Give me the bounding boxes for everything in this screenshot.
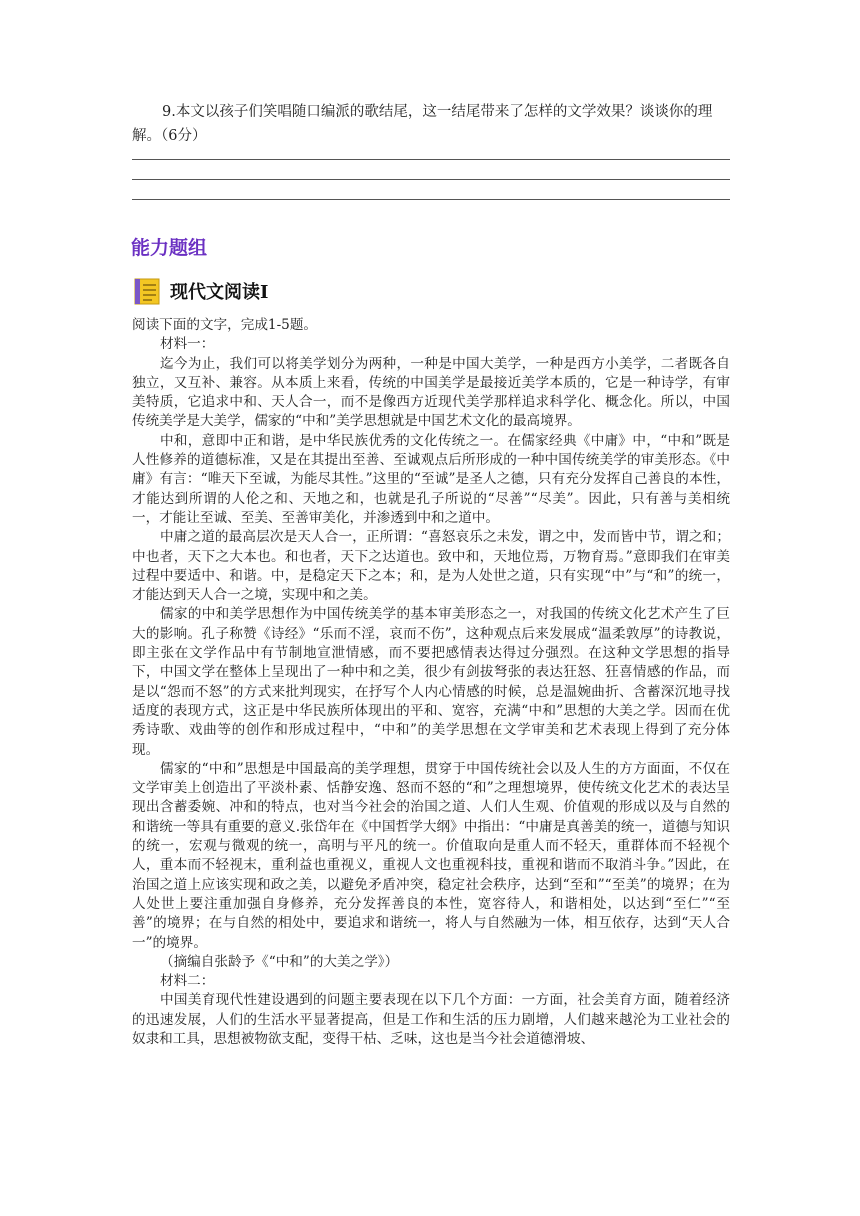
answer-line[interactable] xyxy=(132,199,730,200)
passage xyxy=(132,316,730,1049)
passage-paragraph: 儒家的中和美学思想作为中国传统美学的基本审美形态之一，对我国的传统文化艺术产生了巨大的影响。孔子称赞《诗经》“乐而不淫，哀而不伤”，这种观点后来发展成“温柔敦厚”的诗教说，即主张在文学作品中有节制地宣泄情感，而不要把感情表达得过分强烈。在这种文学思想的指导下，中国文学在整体上呈现出了一种中和之美，很少有剑拔弩张的表达狂怒、狂喜情感的作品，而是以“怨而不怒”的方式来批判现实，在抒写个人内心情感的时候，总是温婉曲折、含蓄深沉地寻找适度的表现方式，这正是中华民族所体现出的平和、宽容，充满“中和”思想的大美之学。因而在优秀诗歌、戏曲等的创作和形成过程中，“中和”的美学思想在文学审美和艺术表现上得到了充分体现。 xyxy=(132,606,730,758)
question-9: 9.本文以孩子们笑唱随口编派的歌结尾，这一结尾带来了怎样的文学效果？谈谈你的理解。（6分） xyxy=(132,104,713,144)
passage-paragraph: 阅读下面的文字，完成1-5题。 xyxy=(132,317,318,333)
passage-paragraph: 中国美育现代性建设遇到的问题主要表现在以下几个方面：一方面，社会美育方面，随着经济的迅速发展，人们的生活水平显著提高，但是工作和生活的压力剧增，人们越来越沦为工业社会的奴隶和工具，思想被物欲支配，变得干枯、乏味，这也是当今社会道德滑坡、 xyxy=(132,992,730,1047)
subsection-title: 现代文阅读Ⅰ xyxy=(170,282,269,303)
passage-paragraph: 材料二： xyxy=(160,973,215,990)
passage-paragraph: 儒家的“中和”思想是中国最高的美学理想，贯穿于中国传统社会以及人生的方方面面，不仅在文学审美上创造出了平淡朴素、恬静安逸、怒而不怒的“和”之理想境界，使传统文化艺术的表达呈现出含蓄委婉、冲和的特点，也对当今社会的治国之道、人们人生观、价值观的形成以及与自然的和谐统一等具有重要的意义.张岱年在《中国哲学大纲》中指出：“中庸是真善美的统一，道德与知识的统一，宏观与微观的统一，高明与平凡的统一。价值取向是重人而不轻天，重群体而不轻视个人，重本而不轻视末，重利益也重视义，重视人文也重视科技，重视和谐而不取消斗争。”因此，在治国之道上应该实现和政之美，以避免矛盾冲突，稳定社会秩序，达到“至和”“至美”的境界；在为人处世上要注重加强自身修养，充分发挥善良的本性，宽容待人，和谐相处，以达到“至仁”“至善”的境界；在与自然的相处中，要追求和谐统一，将人与自然融为一体，相互依存，达到“天人合一”的境界。 xyxy=(132,760,730,951)
section-title: 能力题组 xyxy=(131,237,208,259)
subsection-heading xyxy=(132,275,268,307)
passage-paragraph: 中庸之道的最高层次是天人合一，正所谓：“喜怒哀乐之未发，谓之中，发而皆中节，谓之和；中也者，天下之大本也。和也者，天下之达道也。致中和，天地位焉，万物育焉。”意即我们在审美过程中要适中、和谐。中，是稳定天下之本；和，是为人处世之道，只有实现“中”与“和”的统一，才能达到天人合一之境，实现中和之美。 xyxy=(132,529,730,604)
passage-paragraph: 材料一： xyxy=(160,336,215,353)
passage-paragraph: 迄今为止，我们可以将美学划分为两种，一种是中国大美学，一种是西方小美学，二者既各自独立，又互补、兼容。从本质上来看，传统的中国美学是最接近美学本质的，它是一种诗学，有审美特质，它追求中和、天人合一，而不是像西方近现代美学那样追求科学化、概念化。所以，中国传统美学是大美学，儒家的“中和”美学思想就是中国艺术文化的最高境界。 xyxy=(132,355,730,430)
notebook-icon xyxy=(132,276,162,306)
answer-line[interactable] xyxy=(132,179,730,180)
passage-paragraph: （摘编自张龄予《“中和”的大美之学》） xyxy=(160,953,399,970)
answer-line[interactable] xyxy=(132,159,730,160)
passage-paragraph: 中和，意即中正和谐，是中华民族优秀的文化传统之一。在儒家经典《中庸》中，“中和”既是人性修养的道德标准，又是在其提出至善、至诚观点后所形成的一种中国传统美学的审美形态。《中庸》有言：“唯天下至诚，为能尽其性。”这里的“至诚”是圣人之德，只有充分发挥自己善良的本性，才能达到所谓的人伦之和、天地之和，也就是孔子所说的“尽善”“尽美”。因此，只有善与美相统一，才能让至诚、至美、至善审美化，并渗透到中和之道中。 xyxy=(132,432,730,526)
